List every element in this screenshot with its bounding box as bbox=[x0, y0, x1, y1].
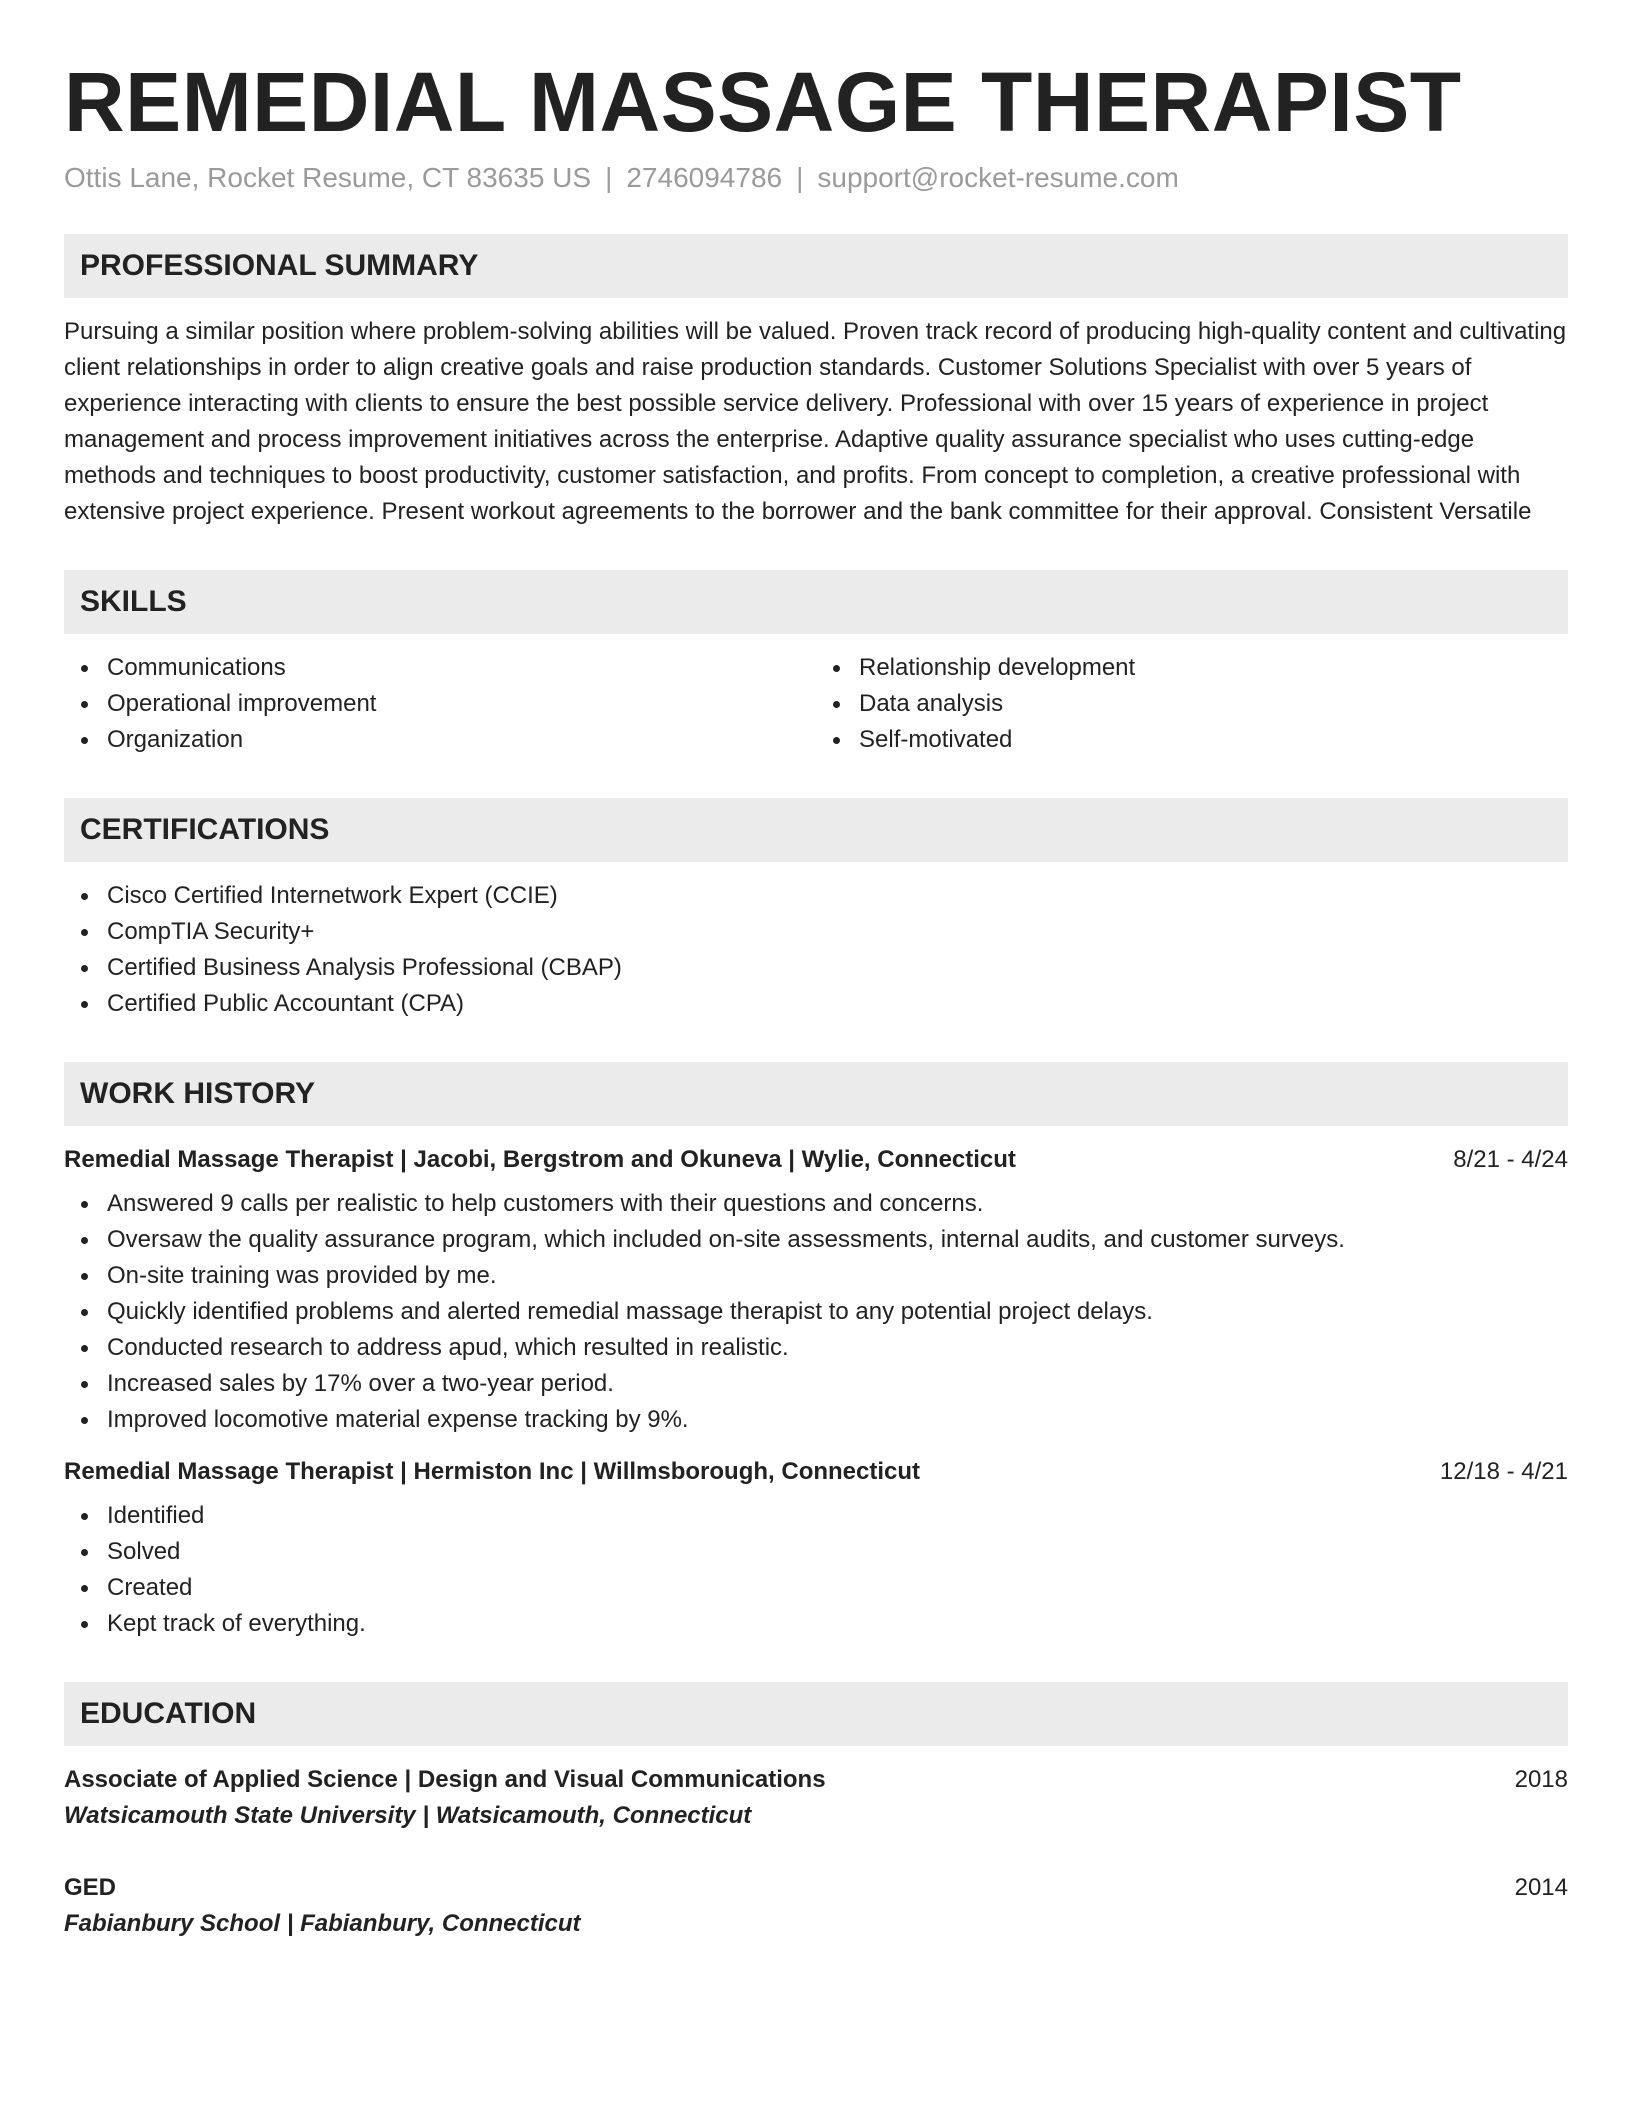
job-bullets bbox=[64, 1498, 1568, 1642]
education-school: Fabianbury School | Fabianbury, Connecticut bbox=[64, 1910, 581, 1938]
certifications-list bbox=[64, 878, 1568, 1022]
education-entry bbox=[64, 1762, 1568, 1834]
job-bullet: Created bbox=[64, 1570, 1568, 1606]
skills-column-right bbox=[816, 650, 1568, 758]
job-bullet: Solved bbox=[64, 1534, 1568, 1570]
certification-item: Certified Public Accountant (CPA) bbox=[64, 986, 1568, 1022]
job-bullet: Quickly identified problems and alerted remedial massage therapist to any potential project delays. bbox=[64, 1294, 1568, 1330]
resume-title: REMEDIAL MASSAGE THERAPIST bbox=[64, 55, 1462, 149]
section-header-certifications: CERTIFICATIONS bbox=[64, 798, 1568, 862]
job-dates: 12/18 - 4/21 bbox=[1439, 1458, 1568, 1486]
skill-item: Relationship development bbox=[816, 650, 1568, 686]
job-bullet: Conducted research to address apud, which resulted in realistic. bbox=[64, 1330, 1568, 1366]
certification-item: Cisco Certified Internetwork Expert (CCIE) bbox=[64, 878, 1568, 914]
job-bullet: On-site training was provided by me. bbox=[64, 1258, 1568, 1294]
contact-separator: | bbox=[796, 162, 804, 194]
summary-text: Pursuing a similar position where problem-solving abilities will be valued. Proven track record of producing high-quality content and cultivating client relationships in order to align creative goals and raise production standards. Customer Solutions Specialist with over 5 years of experience interacting with clients to ensure the best possible service delivery. Professional with over 15 years of experience in project management and process improvement initiatives across the enterprise. Adaptive quality assurance specialist who uses cutting-edge methods and techniques to boost productivity, customer satisfaction, and profits. From concept to completion, a creative professional with extensive project experience. Present workout agreements to the borrower and the bank committee for their approval. Consistent Versatile bbox=[64, 318, 1567, 526]
contact-phone: 2746094786 bbox=[626, 162, 783, 194]
job-header bbox=[64, 1454, 1568, 1490]
job-entry bbox=[64, 1454, 1568, 1642]
certification-item: Certified Business Analysis Professional (CBAP) bbox=[64, 950, 1568, 986]
job-bullet: Answered 9 calls per realistic to help customers with their questions and concerns. bbox=[64, 1186, 1568, 1222]
education-header bbox=[64, 1762, 1568, 1798]
job-bullets bbox=[64, 1186, 1568, 1438]
job-bullet: Kept track of everything. bbox=[64, 1606, 1568, 1642]
contact-separator: | bbox=[605, 162, 613, 194]
section-header-summary: PROFESSIONAL SUMMARY bbox=[64, 234, 1568, 298]
job-title: Remedial Massage Therapist | Jacobi, Bergstrom and Okuneva | Wylie, Connecticut bbox=[64, 1146, 1016, 1174]
job-bullet: Oversaw the quality assurance program, which included on-site assessments, internal audits, and customer surveys. bbox=[64, 1222, 1568, 1258]
skill-item: Operational improvement bbox=[64, 686, 816, 722]
contact-email: support@rocket-resume.com bbox=[817, 162, 1179, 194]
job-dates: 8/21 - 4/24 bbox=[1453, 1146, 1568, 1174]
skill-item: Organization bbox=[64, 722, 816, 758]
job-bullet: Identified bbox=[64, 1498, 1568, 1534]
education-degree: GED bbox=[64, 1874, 117, 1902]
education-year: 2018 bbox=[1514, 1766, 1568, 1794]
education-header bbox=[64, 1870, 1568, 1906]
job-bullet: Improved locomotive material expense tracking by 9%. bbox=[64, 1402, 1568, 1438]
skill-item: Data analysis bbox=[816, 686, 1568, 722]
education-school: Watsicamouth State University | Watsicamouth, Connecticut bbox=[64, 1802, 752, 1830]
skills-column-left bbox=[64, 650, 816, 758]
contact-line bbox=[64, 162, 1568, 194]
job-header bbox=[64, 1142, 1568, 1178]
skill-item: Self-motivated bbox=[816, 722, 1568, 758]
section-header-work-history: WORK HISTORY bbox=[64, 1062, 1568, 1126]
education-degree: Associate of Applied Science | Design and Visual Communications bbox=[64, 1766, 826, 1794]
section-header-education: EDUCATION bbox=[64, 1682, 1568, 1746]
contact-address: Ottis Lane, Rocket Resume, CT 83635 US bbox=[64, 162, 592, 194]
skill-item: Communications bbox=[64, 650, 816, 686]
education-year: 2014 bbox=[1514, 1874, 1568, 1902]
job-bullet: Increased sales by 17% over a two-year period. bbox=[64, 1366, 1568, 1402]
certification-item: CompTIA Security+ bbox=[64, 914, 1568, 950]
skills-grid bbox=[64, 650, 1568, 758]
education-entry bbox=[64, 1870, 1568, 1942]
job-entry bbox=[64, 1142, 1568, 1438]
section-header-skills: SKILLS bbox=[64, 570, 1568, 634]
job-title: Remedial Massage Therapist | Hermiston Inc | Willmsborough, Connecticut bbox=[64, 1458, 921, 1486]
